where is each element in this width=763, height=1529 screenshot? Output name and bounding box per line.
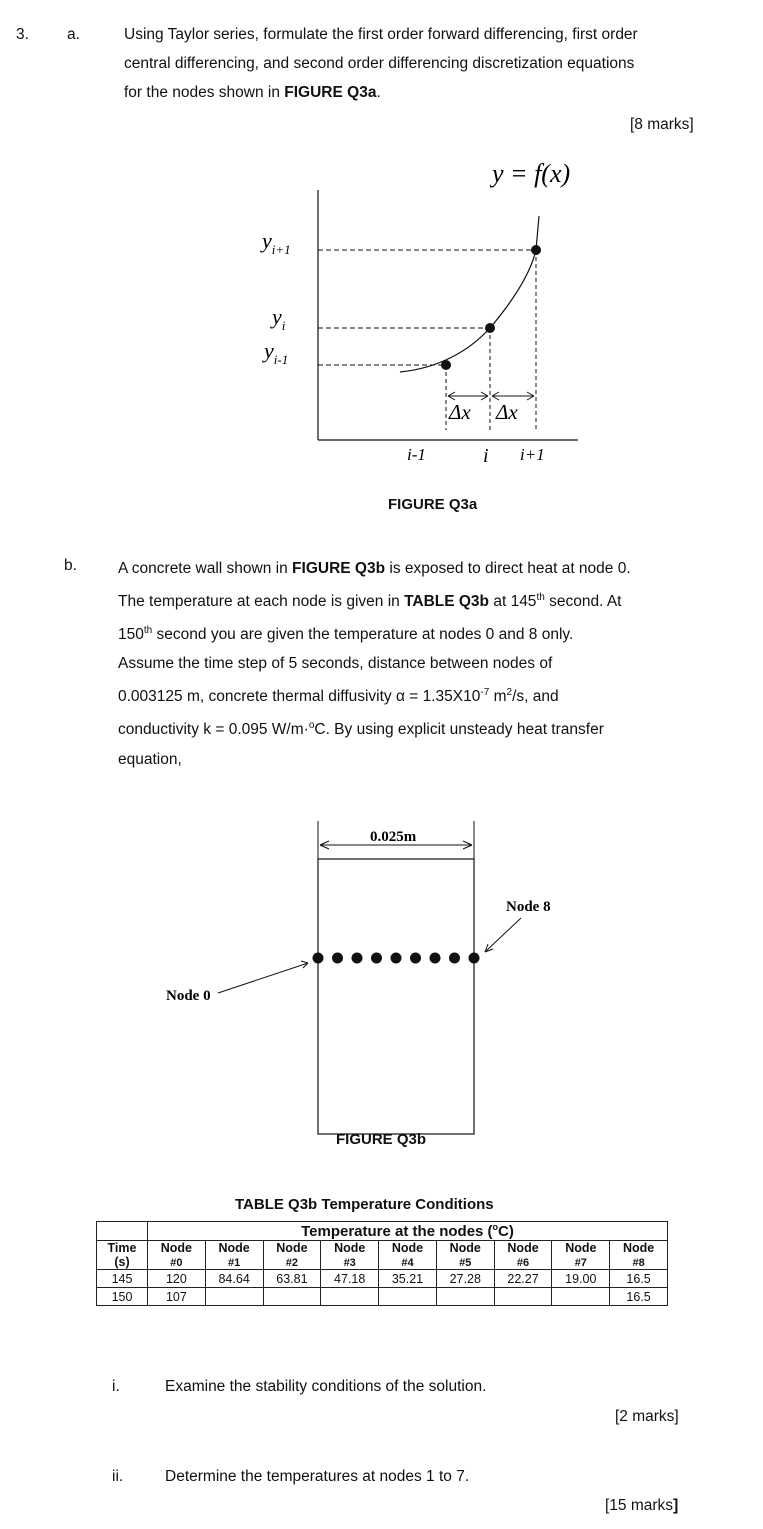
- node-header-0: Node #0: [148, 1241, 206, 1270]
- part-b-line-5: 0.003125 m, concrete thermal diffusivity $\alpha = 1.35X10^{-7}$ $m^2/s$, and: [118, 687, 559, 706]
- table-row: [97, 1270, 668, 1288]
- node-header-5: Node #5: [436, 1241, 494, 1270]
- node-8-arrow: [485, 918, 521, 952]
- cell: 150: [97, 1288, 148, 1306]
- node-0-arrow: [218, 963, 308, 993]
- part-a-label: a.: [67, 26, 80, 43]
- label-y-i-minus-1: $y_{i-1}$: [264, 338, 289, 367]
- node-7-dot: [449, 953, 460, 964]
- part-b-line-1: A concrete wall shown in FIGURE Q3b is exposed to direct heat at node 0.: [118, 560, 631, 577]
- node-header-6: Node #6: [494, 1241, 552, 1270]
- node-header-1: Node #1: [205, 1241, 263, 1270]
- table-row: [97, 1288, 668, 1306]
- sub-i-marks: [2 marks]: [615, 1408, 679, 1425]
- dx-label-left: Δx: [449, 400, 471, 424]
- node-row: [313, 953, 480, 964]
- node-6-dot: [430, 953, 441, 964]
- cell: 84.64: [205, 1270, 263, 1288]
- cell: 16.5: [610, 1288, 668, 1306]
- sub-i-label: i.: [112, 1378, 120, 1395]
- part-b-line-7: equation,: [118, 750, 182, 768]
- part-b-line-4: Assume the time step of 5 seconds, distance between nodes of: [118, 655, 553, 673]
- cell: 63.81: [263, 1270, 321, 1288]
- node-5-dot: [410, 953, 421, 964]
- node-0-label: Node 0: [166, 988, 211, 1004]
- function-label: y = f(x): [492, 159, 571, 188]
- table-q3b-ref: TABLE Q3b: [404, 593, 490, 611]
- part-b-line-2: The temperature at each node is given in TABLE Q3b at 145th second. At: [118, 592, 622, 611]
- group-header: Temperature at the nodes ($^o$C): [148, 1222, 668, 1241]
- table-header-row-2: [97, 1241, 668, 1270]
- cell: [263, 1288, 321, 1306]
- figure-q3a: [250, 150, 590, 470]
- point-i: [485, 323, 495, 333]
- part-b-text: [118, 554, 703, 774]
- sub-i-text: Examine the stability conditions of the solution.: [165, 1378, 487, 1395]
- cell: [379, 1288, 437, 1306]
- curve: [400, 216, 539, 372]
- node-2-dot: [352, 953, 363, 964]
- figure-q3b-ref: FIGURE Q3b: [292, 560, 386, 577]
- temperature-table: [96, 1221, 668, 1306]
- concrete-wall: [318, 859, 474, 1134]
- part-a-marks: [8 marks]: [630, 116, 694, 133]
- label-x-i: i: [483, 445, 489, 467]
- table-title: TABLE Q3b Temperature Conditions: [235, 1196, 494, 1213]
- question-number: 3.: [16, 26, 29, 43]
- cell: 22.27: [494, 1270, 552, 1288]
- cell: 19.00: [552, 1270, 610, 1288]
- node-1-dot: [332, 953, 343, 964]
- cell: 35.21: [379, 1270, 437, 1288]
- node-header-2: Node #2: [263, 1241, 321, 1270]
- width-label: 0.025m: [370, 829, 417, 845]
- cell: [494, 1288, 552, 1306]
- cell: [436, 1288, 494, 1306]
- part-a-line-3-post: .: [376, 84, 381, 101]
- sub-ii-marks: [15 marks]: [605, 1497, 679, 1514]
- cell: [552, 1288, 610, 1306]
- figure-q3a-ref: FIGURE Q3a: [284, 84, 377, 101]
- part-b-line-3: 150th second you are given the temperature at nodes 0 and 8 only.: [118, 625, 574, 644]
- figure-q3b: [150, 815, 590, 1135]
- cell: 16.5: [610, 1270, 668, 1288]
- cell: 107: [148, 1288, 206, 1306]
- label-y-i: $y_i$: [272, 304, 286, 333]
- part-b-line-6: conductivity k = 0.095 W/m·$^o$C. By using explicit unsteady heat transfer: [118, 720, 604, 739]
- cell: 145: [97, 1270, 148, 1288]
- node-0-dot: [313, 953, 324, 964]
- part-a-text: [124, 20, 709, 107]
- caption-figure-q3a: FIGURE Q3a: [388, 496, 478, 513]
- empty-corner-cell: [97, 1222, 148, 1241]
- table-header-row-1: [97, 1222, 668, 1241]
- cell: [321, 1288, 379, 1306]
- cell: 27.28: [436, 1270, 494, 1288]
- sub-ii-label: ii.: [112, 1468, 124, 1485]
- caption-figure-q3b: FIGURE Q3b: [336, 1131, 427, 1148]
- label-x-i-plus-1: i+1: [520, 445, 545, 464]
- node-3-dot: [371, 953, 382, 964]
- node-8-dot: [469, 953, 480, 964]
- label-x-i-minus-1: i-1: [407, 445, 426, 464]
- part-a-line-2: central differencing, and second order differencing discretization equations: [124, 55, 635, 72]
- node-header-4: Node #4: [379, 1241, 437, 1270]
- cell: 120: [148, 1270, 206, 1288]
- cell: [205, 1288, 263, 1306]
- node-header-8: Node #8: [610, 1241, 668, 1270]
- part-a-line-3: [124, 78, 709, 107]
- part-a-line-1: Using Taylor series, formulate the first order forward differencing, first order: [124, 26, 638, 43]
- part-a-line-3-pre: for the nodes shown in: [124, 84, 285, 101]
- part-b-label: b.: [64, 557, 77, 574]
- sub-ii-text: Determine the temperatures at nodes 1 to 7.: [165, 1468, 470, 1485]
- node-8-label: Node 8: [506, 899, 551, 915]
- node-header-7: Node #7: [552, 1241, 610, 1270]
- label-y-i-plus-1: $y_{i+1}$: [262, 228, 291, 257]
- dx-label-right: Δx: [496, 400, 518, 424]
- node-4-dot: [391, 953, 402, 964]
- time-header: Time (s): [97, 1241, 148, 1270]
- cell: 47.18: [321, 1270, 379, 1288]
- node-header-3: Node #3: [321, 1241, 379, 1270]
- point-i-minus-1: [441, 360, 451, 370]
- point-i-plus-1: [531, 245, 541, 255]
